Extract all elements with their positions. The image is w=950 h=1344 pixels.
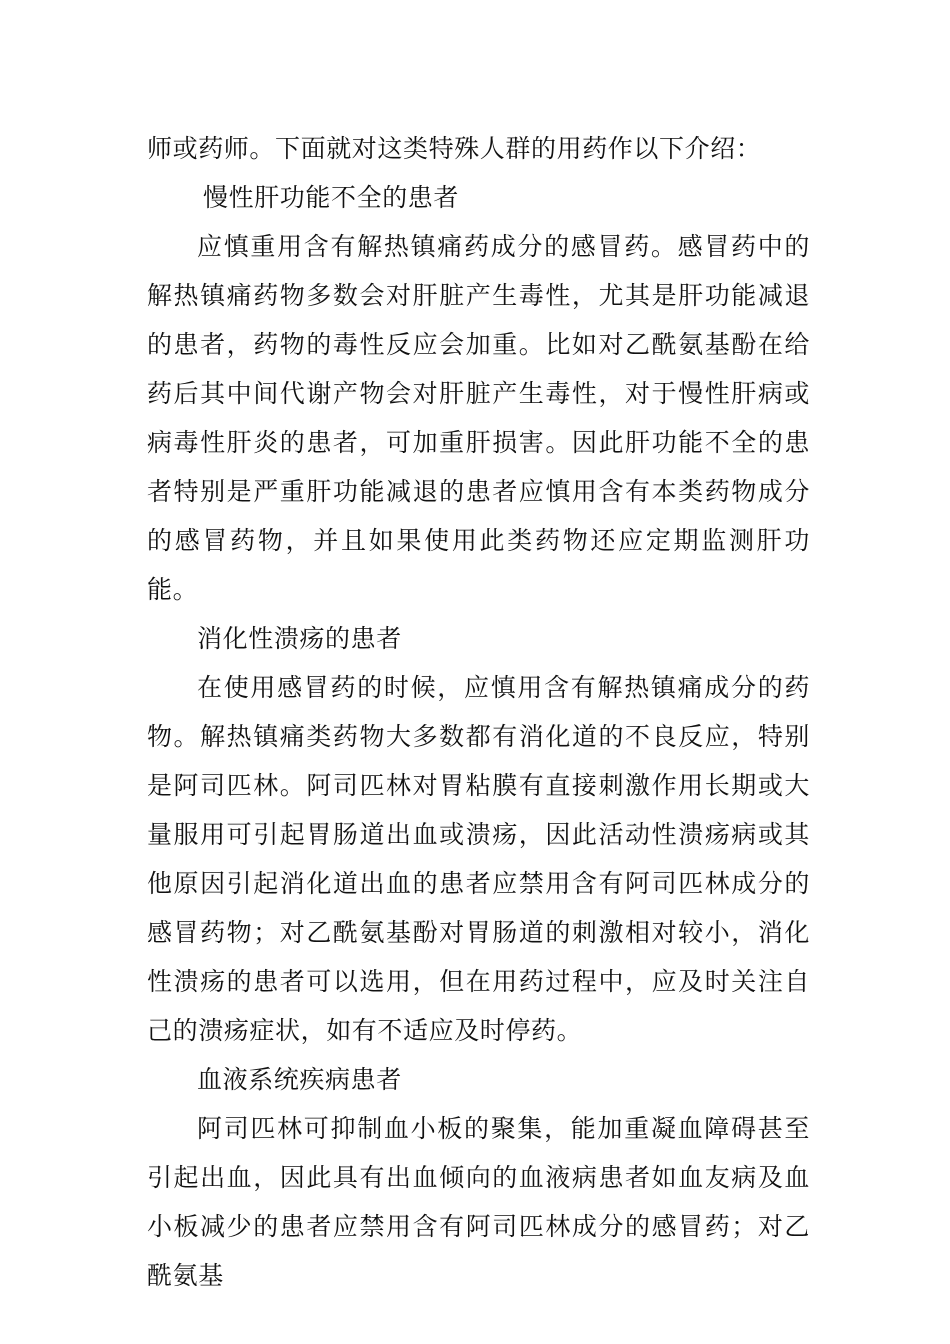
paragraph-intro-continuation: 师或药师。下面就对这类特殊人群的用药作以下介绍： [147, 134, 762, 163]
paragraph-blood-disease: 阿司匹林可抑制血小板的聚集，能加重凝血障碍甚至引起出血，因此具有出血倾向的血液病患者如血友病及血小板减少的患者应禁用含有阿司匹林成分的感冒药；对乙酰氨基 [147, 1114, 810, 1290]
section-heading-chronic-liver: 慢性肝功能不全的患者 [203, 183, 460, 212]
section-heading-peptic-ulcer: 消化性溃疡的患者 [197, 624, 402, 653]
section-heading-blood-disease: 血液系统疾病患者 [197, 1065, 402, 1094]
paragraph-chronic-liver: 应慎重用含有解热镇痛药成分的感冒药。感冒药中的解热镇痛药物多数会对肝脏产生毒性，尤其是肝功能减退的患者，药物的毒性反应会加重。比如对乙酰氨基酚在给药后其中间代谢产物会对肝脏产生毒性，对于慢性肝病或病毒性肝炎的患者，可加重肝损害。因此肝功能不全的患者特别是严重肝功能减退的患者应慎用含有本类药物成分的感冒药物，并且如果使用此类药物还应定期监测肝功能。 [147, 232, 810, 604]
document-body [147, 124, 810, 1300]
paragraph-peptic-ulcer: 在使用感冒药的时候，应慎用含有解热镇痛成分的药物。解热镇痛类药物大多数都有消化道的不良反应，特别是阿司匹林。阿司匹林对胃粘膜有直接刺激作用长期或大量服用可引起胃肠道出血或溃疡，因此活动性溃疡病或其他原因引起消化道出血的患者应禁用含有阿司匹林成分的感冒药物；对乙酰氨基酚对胃肠道的刺激相对较小，消化性溃疡的患者可以选用，但在用药过程中，应及时关注自己的溃疡症状，如有不适应及时停药。 [147, 673, 810, 1045]
